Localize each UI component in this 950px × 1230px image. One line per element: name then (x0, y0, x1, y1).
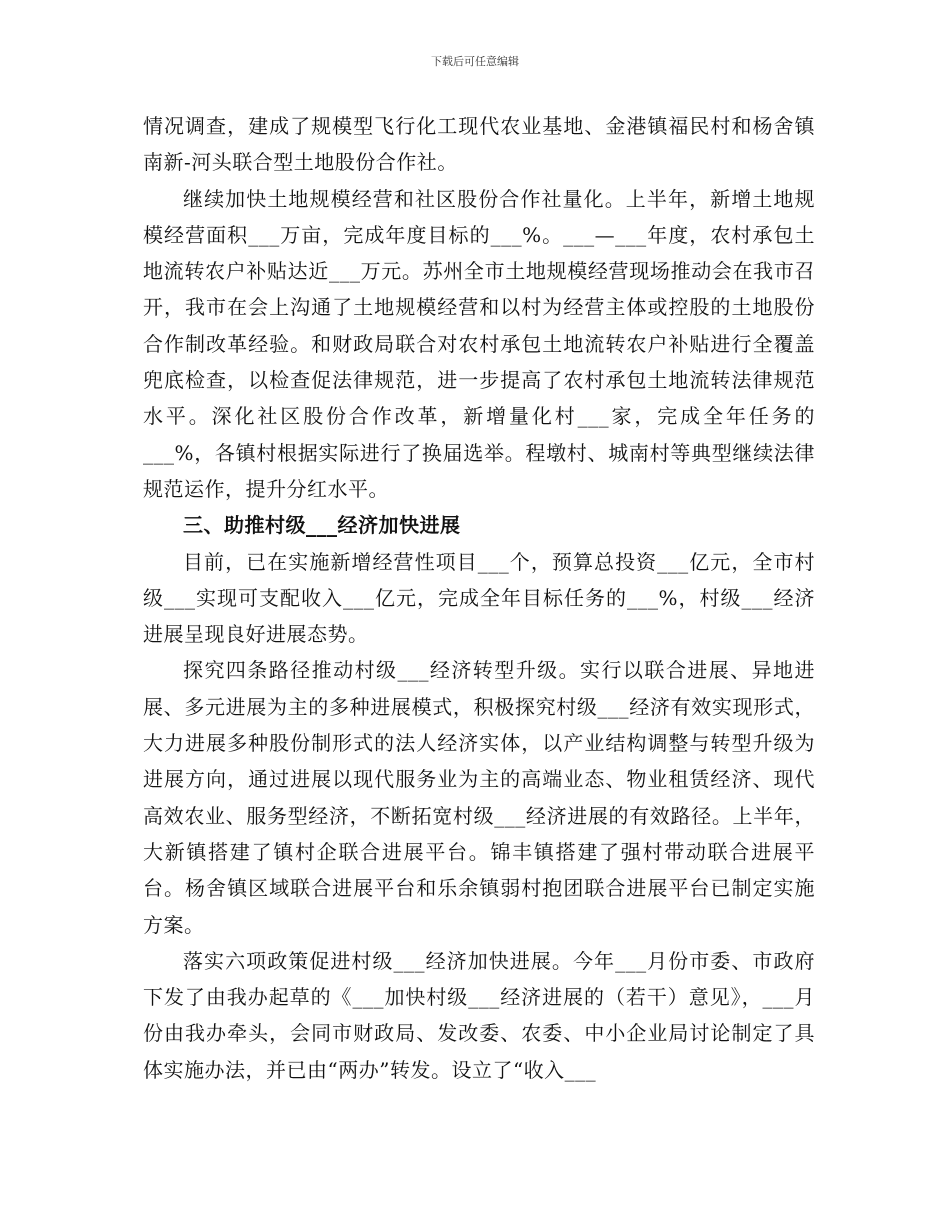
paragraph-continuation: 情况调查，建成了规模型飞行化工现代农业基地、金港镇福民村和杨舍镇南新-河头联合型土地股份合作社。 (143, 114, 815, 175)
page-header: 下载后可任意编辑 (431, 55, 519, 68)
paragraph-six-policies: 落实六项政策促进村级___经济加快进展。今年___月份市委、市政府下发了由我办起草的《___加快村级___经济进展的（若干）意见》，___月份由我办牵头，会同市财政局、发改委、农委、中小企业局讨论制定了具体实施办法，并已由“两办”转发。设立了“收入___ (143, 948, 815, 1082)
document-body (143, 108, 815, 1088)
paragraph-land-scale-operation: 继续加快土地规模经营和社区股份合作社量化。上半年，新增土地规模经营面积___万亩，完成年度目标的___%。___—___年度，农村承包土地流转农户补贴达近___万元。苏州全市土地规模经营现场推动会在我市召开，我市在会上沟通了土地规模经营和以村为经营主体或控股的土地股份合作制改革经验。和财政局联合对农村承包土地流转农户补贴进行全覆盖兜底检查，以检查促法律规范，进一步提高了农村承包土地流转法律规范水平。深化社区股份合作改革，新增量化村___家，完成全年任务的___%，各镇村根据实际进行了换届选举。程墩村、城南村等典型继续法律规范运作，提升分红水平。 (143, 186, 815, 501)
section-heading: 三、助推村级___经济加快进展 (183, 513, 461, 538)
paragraph-current-status: 目前，已在实施新增经营性项目___个，预算总投资___亿元，全市村级___实现可支配收入___亿元，完成全年目标任务的___%，村级___经济进展呈现良好进展态势。 (143, 549, 815, 647)
paragraph-four-paths: 探究四条路径推动村级___经济转型升级。实行以联合进展、异地进展、多元进展为主的多种进展模式，积极探究村级___经济有效实现形式，大力进展多种股份制形式的法人经济实体，以产业结构调整与转型升级为进展方向，通过进展以现代服务业为主的高端业态、物业租赁经济、现代高效农业、服务型经济，不断拓宽村级___经济进展的有效路径。上半年，大新镇搭建了镇村企联合进展平台。锦丰镇搭建了强村带动联合进展平台。杨舍镇区域联合进展平台和乐余镇弱村抱团联合进展平台已制定实施方案。 (143, 658, 815, 937)
